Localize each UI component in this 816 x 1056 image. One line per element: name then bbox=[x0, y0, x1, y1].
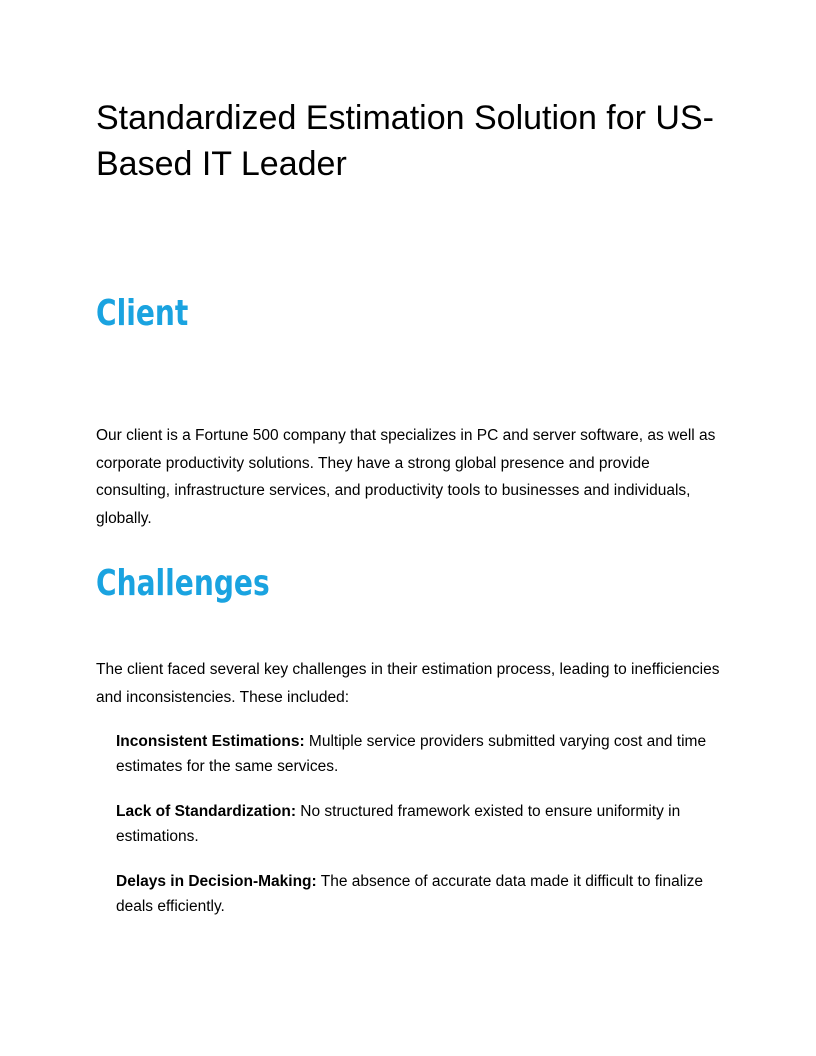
challenge-term: Lack of Standardization: bbox=[116, 803, 296, 820]
challenge-term: Delays in Decision-Making: bbox=[116, 873, 317, 890]
client-heading: Client bbox=[96, 293, 189, 334]
challenge-item-delays-in-decision-making bbox=[116, 869, 716, 919]
challenges-list bbox=[116, 729, 716, 919]
challenge-description: The absence of accurate data made it difficult to finalize deals efficiently. bbox=[116, 873, 703, 915]
client-paragraph: Our client is a Fortune 500 company that specializes in PC and server software, as well as corporate productivity solutions. They have a strong global presence and provide consulting, infrastructure services, and productivity tools to businesses and individuals, globally. bbox=[96, 427, 716, 527]
challenge-term: Inconsistent Estimations: bbox=[116, 733, 305, 750]
challenge-item-inconsistent-estimations bbox=[116, 729, 716, 779]
challenge-description: No structured framework existed to ensure uniformity in estimations. bbox=[116, 803, 681, 845]
challenge-description: Multiple service providers submitted varying cost and time estimates for the same services. bbox=[116, 733, 707, 775]
challenges-intro: The client faced several key challenges in their estimation process, leading to inefficiencies and inconsistencies. These included: bbox=[96, 661, 720, 706]
challenges-heading: Challenges bbox=[96, 563, 270, 604]
challenge-item-lack-of-standardization bbox=[116, 799, 716, 849]
document-title: Standardized Estimation Solution for US-Based IT Leader bbox=[96, 99, 714, 183]
document-page bbox=[96, 95, 721, 939]
